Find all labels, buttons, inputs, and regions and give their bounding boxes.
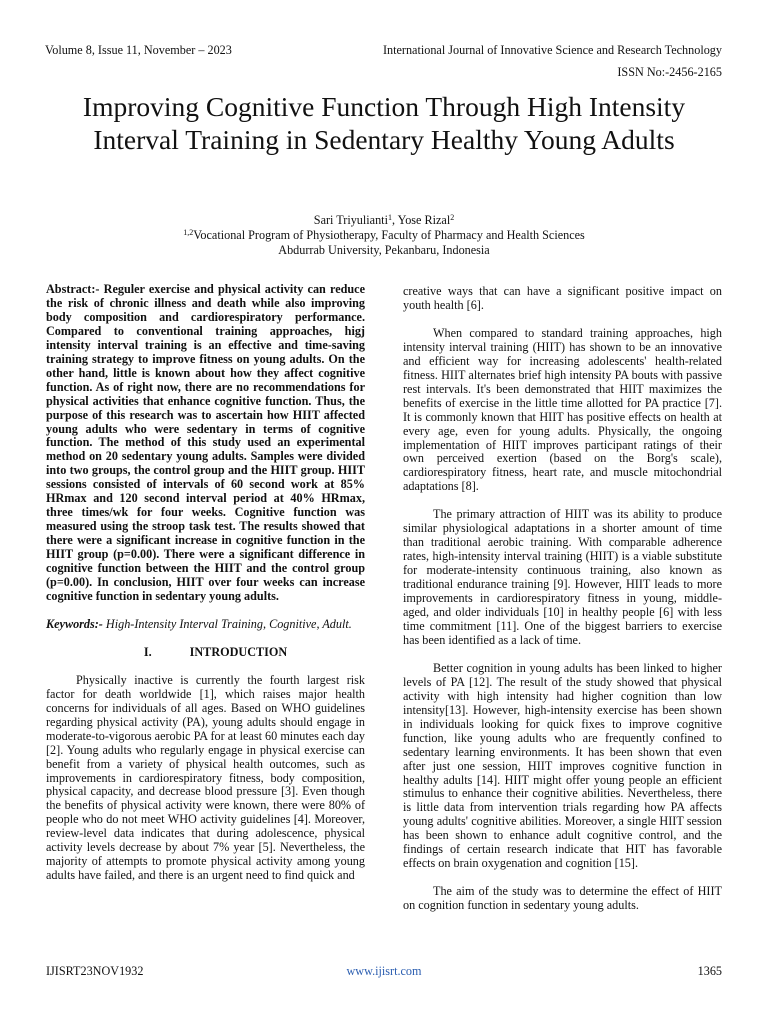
intro-paragraph-5: Better cognition in young adults has been linked to higher levels of PA [12]. The result of the study showed that physical activity with high intensity had higher cognition than low intensity[13]. However, high-intensity exercise has been shown in individuals looking for quick fixes to improve cognitive function, like young adults who are frequently confined to sedentary learning environments. It has been shown that even after just one session, HIIT improves cognitive function in healthy adults [14]. HIIT might offer young people an efficient stimulus to enhance their cognitive abilities. Nevertheless, there is little data from intervention trials regarding how PA affects young adults' cognitive abilities. Moreover, a single HIIT session has been shown to enhance adult cognitive control, and the findings of certain research indicate that HIT has favorable effects on brain oxygenation and cognition [15]. <box>403 660 722 871</box>
paper-title: Improving Cognitive Function Through High Intensity Interval Training in Sedentary Healthy Young Adults <box>82 91 686 155</box>
author-2: Yose Rizal <box>397 213 451 227</box>
affiliation-line-2: Abdurrab University, Pekanbaru, Indonesia <box>278 243 490 257</box>
authors <box>0 213 768 228</box>
intro-paragraph-6: The aim of the study was to determine the effect of HIIT on cognition function in sedentary young adults. <box>403 884 722 913</box>
page-number: 1365 <box>697 964 722 978</box>
issn: ISSN No:-2456-2165 <box>617 65 722 79</box>
section-title: INTRODUCTION <box>189 644 288 659</box>
author-1: Sari Triyulianti <box>313 213 388 227</box>
author-2-sup: 2 <box>450 213 455 222</box>
journal-name: International Journal of Innovative Science and Research Technology <box>382 43 722 57</box>
intro-paragraph-1: Physically inactive is currently the fourth largest risk factor for death worldwide [1], which raises major health concerns for individuals of all ages. Based on WHO guidelines regarding physical activity (PA), young adults should engage in moderate-to-vigorous aerobic PA for at least 60 minutes each day [2]. Young adults who regularly engage in physical exercise can benefit from a variety of physical health outcomes, such as improvements in cardiorespiratory fitness, body composition, physical capacity, and decrease blood pressure [3]. Even though the benefits of physical activity were known, there were 80% of people who do not meet WHO activity guidelines [4]. Moreover, review-level data indicates that during adolescence, physical activity levels decrease by about 7% year [5]. Nevertheless, the majority of attempts to promote physical activity among young adults have failed, and there is an urgent need to find quick and <box>46 672 365 883</box>
journal-url-link[interactable]: www.ijisrt.com <box>346 964 422 978</box>
volume-issue: Volume 8, Issue 11, November – 2023 <box>45 43 232 57</box>
keywords <box>46 618 365 632</box>
left-column <box>46 283 365 883</box>
keywords-text: High-Intensity Interval Training, Cognitive, Adult. <box>102 616 352 631</box>
section-heading <box>46 646 365 660</box>
affiliation-line-1 <box>0 228 768 243</box>
intro-paragraph-4: The primary attraction of HIIT was its ability to produce similar physiological adaptations in a shorter amount of time than traditional aerobic training. With comparable adherence rates, high-intensity interval training (HIIT) is a viable substitute for moderate-intensity continuous training, also known as traditional endurance training [9]. However, HIIT leads to more improvements in cardiorespiratory fitness in young, middle-aged, and older individuals [10] in healthy people [6] with less time commitment [11]. One of the biggest barriers to exercise has been identified as a lack of time. <box>403 507 722 647</box>
section-number: I. <box>143 644 152 659</box>
affiliation-sup: 1,2 <box>183 228 194 237</box>
keywords-label: Keywords:- <box>46 616 103 631</box>
author-separator: , <box>391 213 398 227</box>
abstract: Abstract:- Reguler exercise and physical activity can reduce the risk of chronic illness and death while also improving body composition and cardiorespiratory performance. Compared to conventional training approaches, higj intensity interval training is an effective and time-saving training strategy to improve fitness on young adults. On the other hand, little is known about how they affect cognitive function. As of right now, there are no recommendations for physical activities that enhance cognitive function. Thus, the purpose of this research was to ascertain how HIIT affected young adults who were sedentary in terms of cognitive function. The method of this study used an experimental method on 20 sedentary young adults. Samples were divided into two groups, the control group and the HIIT group. HIIT sessions consisted of intervals of 60 second work at 85% HRmax and 120 second interval period at 40% HRmax, three times/wk for four weeks. Cognitive function was measured using the stroop task test. The results showed that there were a significant increase in cognitive function in the HIIT group (p=0.00). There were a significant difference in cognitive function between the HIIT and the control group (p=0.00). In conclusion, HIIT over four weeks can increase cognitive function in sedentary young adults. <box>46 282 365 603</box>
author-1-sup: 1 <box>387 213 392 222</box>
affiliation-text-1: Vocational Program of Physiotherapy, Faculty of Pharmacy and Health Sciences <box>193 228 585 242</box>
intro-paragraph-2: creative ways that can have a significant positive impact on youth health [6]. <box>403 284 722 312</box>
article-code: IJISRT23NOV1932 <box>46 964 144 978</box>
intro-paragraph-3: When compared to standard training approaches, high intensity interval training (HIIT) has shown to be an innovative and efficient way for increasing adolescents' health-related fitness. HIIT alternates brief high intensity PA bouts with passive rest intervals. It's been demonstrated that HIIT maximizes the benefits of exercise in the little time allotted for PA practice [7]. It is commonly known that HIIT has positive effects on health at every age, even for young adults. Physically, the ongoing implementation of HIIT improves participant ratings of their own perceived exertion (based on the Borg's scale), cardiorespiratory fitness, heart rate, and muscle mitochondrial adaptations [8]. <box>403 325 722 494</box>
right-column <box>403 285 722 913</box>
